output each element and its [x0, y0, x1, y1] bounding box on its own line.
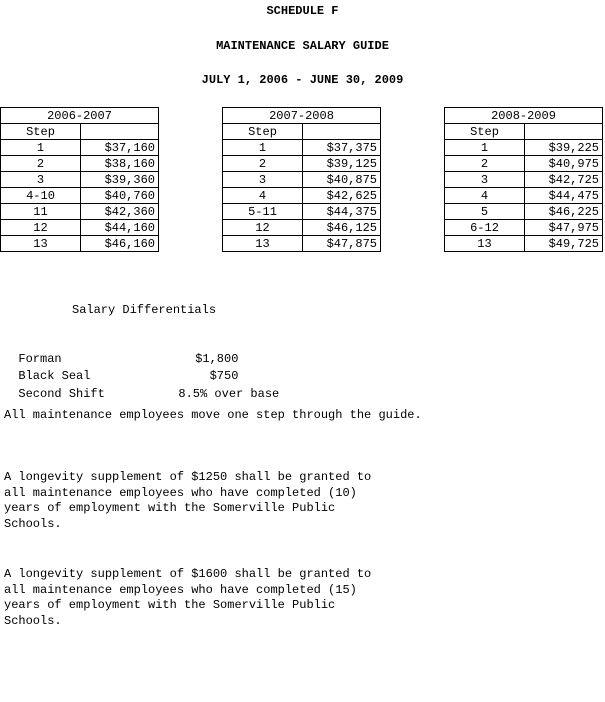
amount-header — [81, 124, 159, 140]
longevity-10-line: all maintenance employees who have completed (10) — [4, 486, 357, 500]
table-row — [223, 236, 381, 252]
amount-cell: $46,225 — [525, 204, 603, 220]
amount-cell: $37,375 — [303, 140, 381, 156]
table-row — [445, 140, 603, 156]
differential-label: Black Seal — [18, 369, 91, 383]
differential-row — [4, 373, 279, 401]
amount-cell: $42,725 — [525, 172, 603, 188]
step-cell: 2 — [1, 156, 81, 172]
table-row — [445, 204, 603, 220]
salary-table-2006-2007 — [0, 107, 159, 252]
longevity-15-line: all maintenance employees who have completed (15) — [4, 583, 357, 597]
amount-cell: $40,975 — [525, 156, 603, 172]
amount-cell: $38,160 — [81, 156, 159, 172]
step-cell: 2 — [223, 156, 303, 172]
table-row — [1, 204, 159, 220]
step-cell: 13 — [223, 236, 303, 252]
step-cell: 12 — [1, 220, 81, 236]
amount-cell: $39,360 — [81, 172, 159, 188]
table-row — [1, 172, 159, 188]
amount-header — [303, 124, 381, 140]
step-cell: 5-11 — [223, 204, 303, 220]
table-row — [1, 220, 159, 236]
table-row — [223, 172, 381, 188]
table-row — [1, 188, 159, 204]
table-row — [445, 236, 603, 252]
step-cell: 13 — [1, 236, 81, 252]
table-year: 2006-2007 — [1, 108, 159, 124]
document-title: MAINTENANCE SALARY GUIDE — [216, 39, 389, 53]
table-row — [223, 156, 381, 172]
table-row — [1, 156, 159, 172]
step-cell: 11 — [1, 204, 81, 220]
step-cell: 3 — [223, 172, 303, 188]
salary-table-2008-2009 — [444, 107, 603, 252]
step-cell: 5 — [445, 204, 525, 220]
schedule-label: SCHEDULE F — [266, 4, 339, 18]
table-row — [445, 188, 603, 204]
differentials-title: Salary Differentials — [72, 303, 217, 317]
amount-cell: $47,975 — [525, 220, 603, 236]
table-row — [1, 140, 159, 156]
table-row — [1, 236, 159, 252]
longevity-15-line: years of employment with the Somerville Public — [4, 598, 336, 612]
longevity-10-line: Schools. — [4, 517, 62, 531]
differential-value: 8.5% over base — [178, 387, 280, 401]
amount-cell: $39,125 — [303, 156, 381, 172]
step-cell: 2 — [445, 156, 525, 172]
amount-cell: $40,875 — [303, 172, 381, 188]
step-cell: 3 — [1, 172, 81, 188]
differential-label: Forman — [18, 352, 62, 366]
table-row — [223, 220, 381, 236]
step-cell: 6-12 — [445, 220, 525, 236]
step-cell: 12 — [223, 220, 303, 236]
step-note: All maintenance employees move one step through the guide. — [4, 408, 422, 422]
salary-table-2007-2008 — [222, 107, 381, 252]
longevity-15-line: A longevity supplement of $1600 shall be granted to — [4, 567, 372, 581]
table-row — [445, 220, 603, 236]
step-cell: 4 — [445, 188, 525, 204]
step-cell: 1 — [1, 140, 81, 156]
step-cell: 13 — [445, 236, 525, 252]
amount-cell: $37,160 — [81, 140, 159, 156]
amount-header — [525, 124, 603, 140]
amount-cell: $46,160 — [81, 236, 159, 252]
table-year: 2007-2008 — [223, 108, 381, 124]
step-header: Step — [1, 124, 81, 140]
table-row — [445, 172, 603, 188]
step-header: Step — [445, 124, 525, 140]
amount-cell: $47,875 — [303, 236, 381, 252]
step-cell: 3 — [445, 172, 525, 188]
amount-cell: $42,625 — [303, 188, 381, 204]
table-row — [445, 156, 603, 172]
amount-cell: $39,225 — [525, 140, 603, 156]
table-year: 2008-2009 — [445, 108, 603, 124]
amount-cell: $44,475 — [525, 188, 603, 204]
step-cell: 1 — [445, 140, 525, 156]
longevity-10-line: years of employment with the Somerville Public — [4, 501, 336, 515]
amount-cell: $46,125 — [303, 220, 381, 236]
amount-cell: $44,375 — [303, 204, 381, 220]
amount-cell: $42,360 — [81, 204, 159, 220]
step-cell: 1 — [223, 140, 303, 156]
step-header: Step — [223, 124, 303, 140]
longevity-15-line: Schools. — [4, 614, 62, 628]
longevity-10-line: A longevity supplement of $1250 shall be granted to — [4, 470, 372, 484]
differential-value: $1,800 — [195, 352, 239, 366]
table-row — [223, 188, 381, 204]
step-cell: 4 — [223, 188, 303, 204]
period-label: JULY 1, 2006 - JUNE 30, 2009 — [201, 73, 404, 87]
differential-value: $750 — [209, 369, 239, 383]
amount-cell: $40,760 — [81, 188, 159, 204]
table-row — [223, 140, 381, 156]
table-row — [223, 204, 381, 220]
amount-cell: $49,725 — [525, 236, 603, 252]
differential-label: Second Shift — [18, 387, 105, 401]
amount-cell: $44,160 — [81, 220, 159, 236]
step-cell: 4-10 — [1, 188, 81, 204]
